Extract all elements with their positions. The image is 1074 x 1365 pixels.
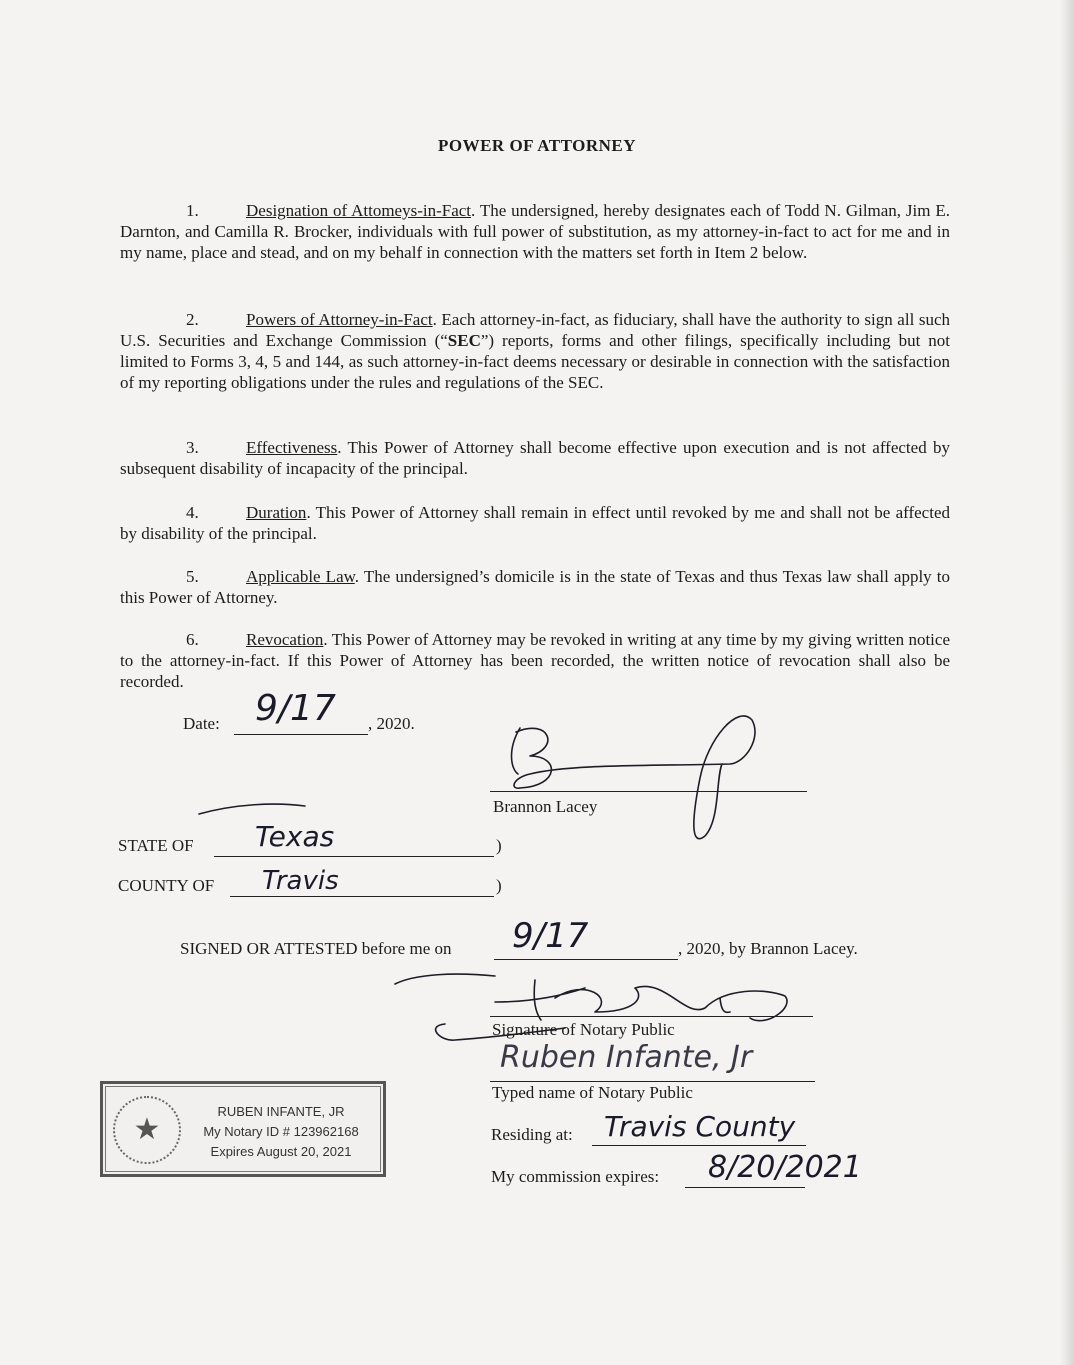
star-icon: ★ xyxy=(133,1112,161,1147)
paragraph-5 xyxy=(120,566,950,608)
paragraph-bold-term: SEC xyxy=(447,331,481,350)
paragraph-number: 2. xyxy=(186,310,199,329)
paragraph-1 xyxy=(120,200,950,263)
attest-date-handwritten: 9/17 xyxy=(512,916,589,956)
stamp-expiry: Expires August 20, 2021 xyxy=(210,1144,352,1159)
stamp-text xyxy=(191,1102,371,1162)
paragraph-text: . This Power of Attorney shall become effective upon execution and is not affected by subsequent disability of incapacity of the principal. xyxy=(120,438,950,478)
paragraph-2 xyxy=(120,309,950,393)
date-underline xyxy=(234,734,368,735)
commission-handwritten: 8/20/2021 xyxy=(708,1150,862,1185)
paragraph-heading: Effectiveness xyxy=(246,438,338,457)
county-label: COUNTY OF xyxy=(118,876,215,895)
notary-signature-label: Signature of Notary Public xyxy=(492,1020,675,1039)
state-paren: ) xyxy=(496,836,502,855)
paragraph-text: . This Power of Attorney may be revoked in writing at any time by my giving written notice to the attorney-in-fact. If this Power of Attorney has been recorded, the written notice of revocation shall also be recorded. xyxy=(120,630,950,691)
county-paren: ) xyxy=(496,876,502,895)
notary-seal xyxy=(113,1096,181,1164)
paragraph-heading: Duration xyxy=(246,503,307,522)
paragraph-4 xyxy=(120,502,950,544)
paragraph-number: 5. xyxy=(186,567,199,586)
attest-date-underline xyxy=(494,959,678,960)
paragraph-6 xyxy=(120,629,950,692)
principal-signature xyxy=(490,708,810,848)
residing-underline xyxy=(592,1145,806,1146)
paragraph-heading: Powers of Attorney-in-Fact xyxy=(246,310,433,329)
typed-name-handwritten: Ruben Infante, Jr xyxy=(500,1040,753,1075)
paragraph-heading: Revocation xyxy=(246,630,324,649)
paragraph-heading: Applicable Law xyxy=(246,567,355,586)
residing-handwritten: Travis County xyxy=(604,1110,796,1143)
signer-name: Brannon Lacey xyxy=(493,797,598,816)
paragraph-text: . The undersigned, hereby designates each of Todd N. Gilman, Jim E. Darnton, and Camilla R. Brocker, individuals with full power of substitution, as my attorney-in-fact to act for me and in my name, place and stead, and on my behalf in connection with the matters set forth in Item 2 below. xyxy=(120,201,950,262)
state-underline xyxy=(214,856,494,857)
county-underline xyxy=(230,896,494,897)
paragraph-number: 6. xyxy=(186,630,199,649)
paragraph-text: . The undersigned’s domicile is in the state of Texas and thus Texas law shall apply to this Power of Attorney. xyxy=(120,567,951,607)
paragraph-number: 3. xyxy=(186,438,199,457)
paragraph-3 xyxy=(120,437,950,479)
residing-label: Residing at: xyxy=(491,1125,573,1144)
state-label: STATE OF xyxy=(118,836,194,855)
commission-label: My commission expires: xyxy=(491,1167,660,1186)
paragraph-heading: Designation of Attomeys-in-Fact xyxy=(246,201,472,220)
notary-signature-line xyxy=(490,1016,813,1017)
paragraph-text: . This Power of Attorney shall remain in effect until revoked by me and shall not be affected by disability of the principal. xyxy=(120,503,950,543)
date-label: Date: xyxy=(183,714,220,733)
commission-underline xyxy=(685,1187,805,1188)
principal-signature-line xyxy=(490,791,807,792)
state-strike-mark xyxy=(195,800,315,820)
typed-name-label: Typed name of Notary Public xyxy=(492,1083,693,1102)
document-title: POWER OF ATTORNEY xyxy=(437,136,637,155)
paragraph-text: . Each attorney-in-fact, as fiduciary, shall have the authority to sign all such U.S. Securities and Exchange Commission (“ xyxy=(120,310,950,350)
date-suffix: , 2020. xyxy=(368,714,415,733)
notary-stamp xyxy=(100,1081,386,1177)
paragraph-text-continued: ”) reports, forms and other filings, specifically including but not limited to Forms 3, 4, 5 and 144, as such attorney-in-fact deems necessary or desirable in connection with the satisfaction of my reporting obligations under the rules and regulations of the SEC. xyxy=(120,331,950,392)
typed-name-line xyxy=(490,1081,815,1082)
paragraph-number: 4. xyxy=(186,503,199,522)
paragraph-number: 1. xyxy=(186,201,199,220)
county-handwritten: Travis xyxy=(262,866,339,896)
stamp-notary-id: My Notary ID # 123962168 xyxy=(203,1124,359,1139)
state-handwritten: Texas xyxy=(255,820,335,853)
attest-suffix: , 2020, by Brannon Lacey. xyxy=(678,939,858,958)
page-edge-shadow xyxy=(1060,0,1074,1365)
date-handwritten: 9/17 xyxy=(255,688,336,729)
stamp-name: RUBEN INFANTE, JR xyxy=(217,1104,345,1119)
attest-label: SIGNED OR ATTESTED before me on xyxy=(180,939,452,958)
